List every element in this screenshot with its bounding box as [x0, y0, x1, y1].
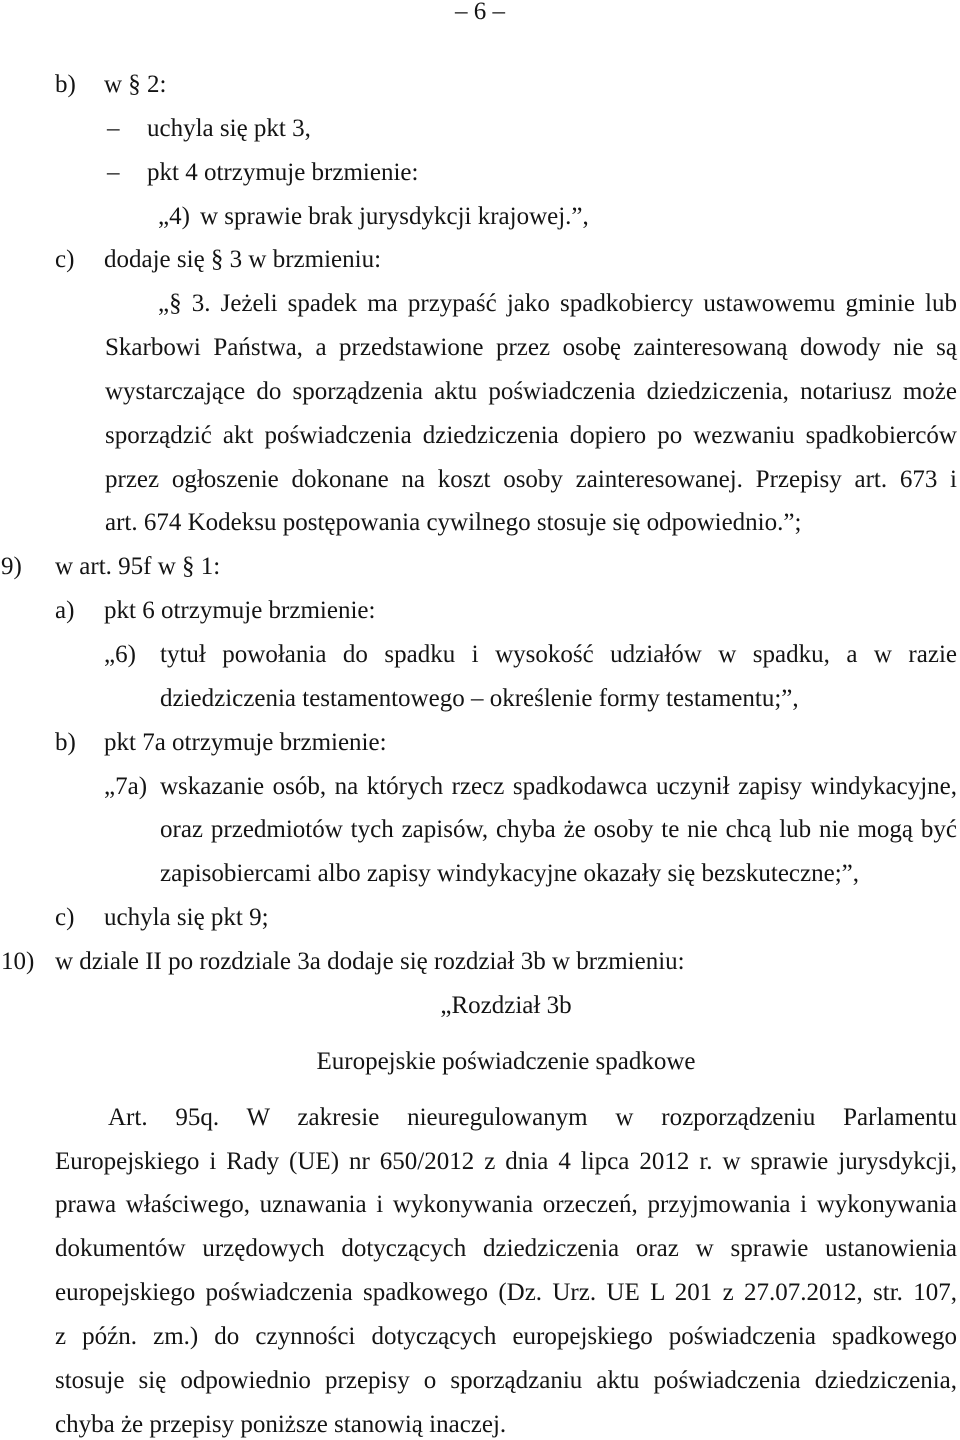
amendment-point-9	[0, 553, 957, 581]
item-label: b)	[55, 71, 76, 98]
article-line: chyba że przepisy poniższe stanowią inaczej.	[55, 1410, 507, 1438]
item-text: w § 2:	[104, 71, 167, 98]
article-line: prawa właściwego, uznawania i wykonywania orzeczeń, przyjmowania i wykonywania	[55, 1191, 957, 1219]
quoted-point-text: wskazanie osób, na których rzecz spadkodawca uczynił zapisy windykacyjne,	[160, 772, 957, 800]
item-label: c)	[55, 904, 75, 932]
point-text: w dziale II po rozdziale 3a dodaje się rozdział 3b w brzmieniu:	[55, 947, 685, 975]
quoted-paragraph-line: przez ogłoszenie dokonane na koszt osoby zainteresowanej. Przepisy art. 673 i	[105, 465, 957, 493]
point-label: 9)	[1, 553, 22, 581]
chapter-title: Europejskie poświadczenie spadkowe	[316, 1047, 696, 1075]
quoted-point-label: „6)	[104, 640, 136, 668]
article-line: stosuje się odpowiednio przepisy o sporządzaniu aktu poświadczenia dziedziczenia,	[55, 1366, 957, 1394]
amendment-item-b	[0, 71, 957, 99]
article-label: Art. 95q.	[108, 1103, 220, 1131]
point-text: w art. 95f w § 1:	[55, 553, 221, 581]
article-line: Europejskiego i Rady (UE) nr 650/2012 z dnia 4 lipca 2012 r. w sprawie jurysdykcji,	[55, 1147, 957, 1175]
quoted-point-label: „7a)	[104, 772, 148, 800]
point-label: 10)	[1, 947, 35, 975]
article-line: dokumentów urzędowych dotyczących dziedziczenia oraz w sprawie ustanowienia	[55, 1235, 957, 1263]
item-label: b)	[55, 728, 76, 756]
chapter-heading: „Rozdział 3b	[440, 991, 572, 1019]
amendment-point-10	[0, 948, 957, 976]
tiret-item	[0, 115, 957, 143]
item-label: c)	[55, 246, 75, 274]
article-line: europejskiego poświadczenia spadkowego (Dz. Urz. UE L 201 z 27.07.2012, str. 107,	[55, 1279, 957, 1307]
amendment-item-b	[0, 729, 957, 757]
item-text: pkt 7a otrzymuje brzmienie:	[104, 728, 387, 756]
item-label: a)	[55, 597, 75, 625]
quoted-paragraph-line: wystarczające do sporządzenia aktu poświadczenia dziedziczenia, notariusz może	[105, 377, 957, 405]
quoted-point-line: dziedziczenia testamentowego – określenie formy testamentu;”,	[160, 684, 799, 712]
quoted-point	[0, 641, 957, 669]
amendment-item-c	[0, 246, 957, 274]
amendment-item-c	[0, 904, 957, 932]
article-line: z późn. zm.) do czynności dotyczących europejskiego poświadczenia spadkowego	[55, 1322, 957, 1350]
quoted-paragraph-line: art. 674 Kodeksu postępowania cywilnego stosuje się odpowiednio.”;	[105, 509, 802, 537]
quoted-point-text: w sprawie brak jurysdykcji krajowej.”,	[200, 202, 589, 230]
quoted-paragraph-line: „§ 3. Jeżeli spadek ma przypaść jako spadkobiercy ustawowemu gminie lub	[158, 290, 957, 318]
amendment-item-a	[0, 597, 957, 625]
tiret-marker: –	[107, 114, 120, 142]
quoted-point-text: tytuł powołania do spadku i wysokość udziałów w spadku, a w razie	[160, 640, 957, 668]
quoted-point	[0, 203, 957, 231]
quoted-point-line: zapisobiercami albo zapisy windykacyjne okazały się bezskuteczne;”,	[160, 860, 860, 888]
quoted-point	[0, 773, 957, 801]
quoted-point-label: „4)	[158, 202, 190, 230]
article-first-line	[0, 1104, 957, 1132]
page-number: – 6 –	[455, 0, 505, 25]
tiret-marker: –	[107, 158, 120, 186]
tiret-item	[0, 159, 957, 187]
article-text: W zakresie nieuregulowanym w rozporządzeniu Parlamentu	[246, 1103, 957, 1131]
item-text: uchyla się pkt 9;	[104, 904, 269, 932]
quoted-point-line: oraz przedmiotów tych zapisów, chyba że osoby te nie chcą lub nie mogą być	[160, 816, 957, 844]
document-text	[0, 71, 957, 1439]
item-text: pkt 6 otrzymuje brzmienie:	[104, 597, 376, 625]
quoted-paragraph-line: Skarbowi Państwa, a przedstawione przez osobę zainteresowaną dowody nie są	[105, 334, 957, 362]
quoted-paragraph-line: sporządzić akt poświadczenia dziedziczenia dopiero po wezwaniu spadkobierców	[105, 421, 957, 449]
item-text: dodaje się § 3 w brzmieniu:	[104, 246, 382, 274]
tiret-text: pkt 4 otrzymuje brzmienie:	[147, 158, 419, 186]
tiret-text: uchyla się pkt 3,	[147, 114, 311, 142]
